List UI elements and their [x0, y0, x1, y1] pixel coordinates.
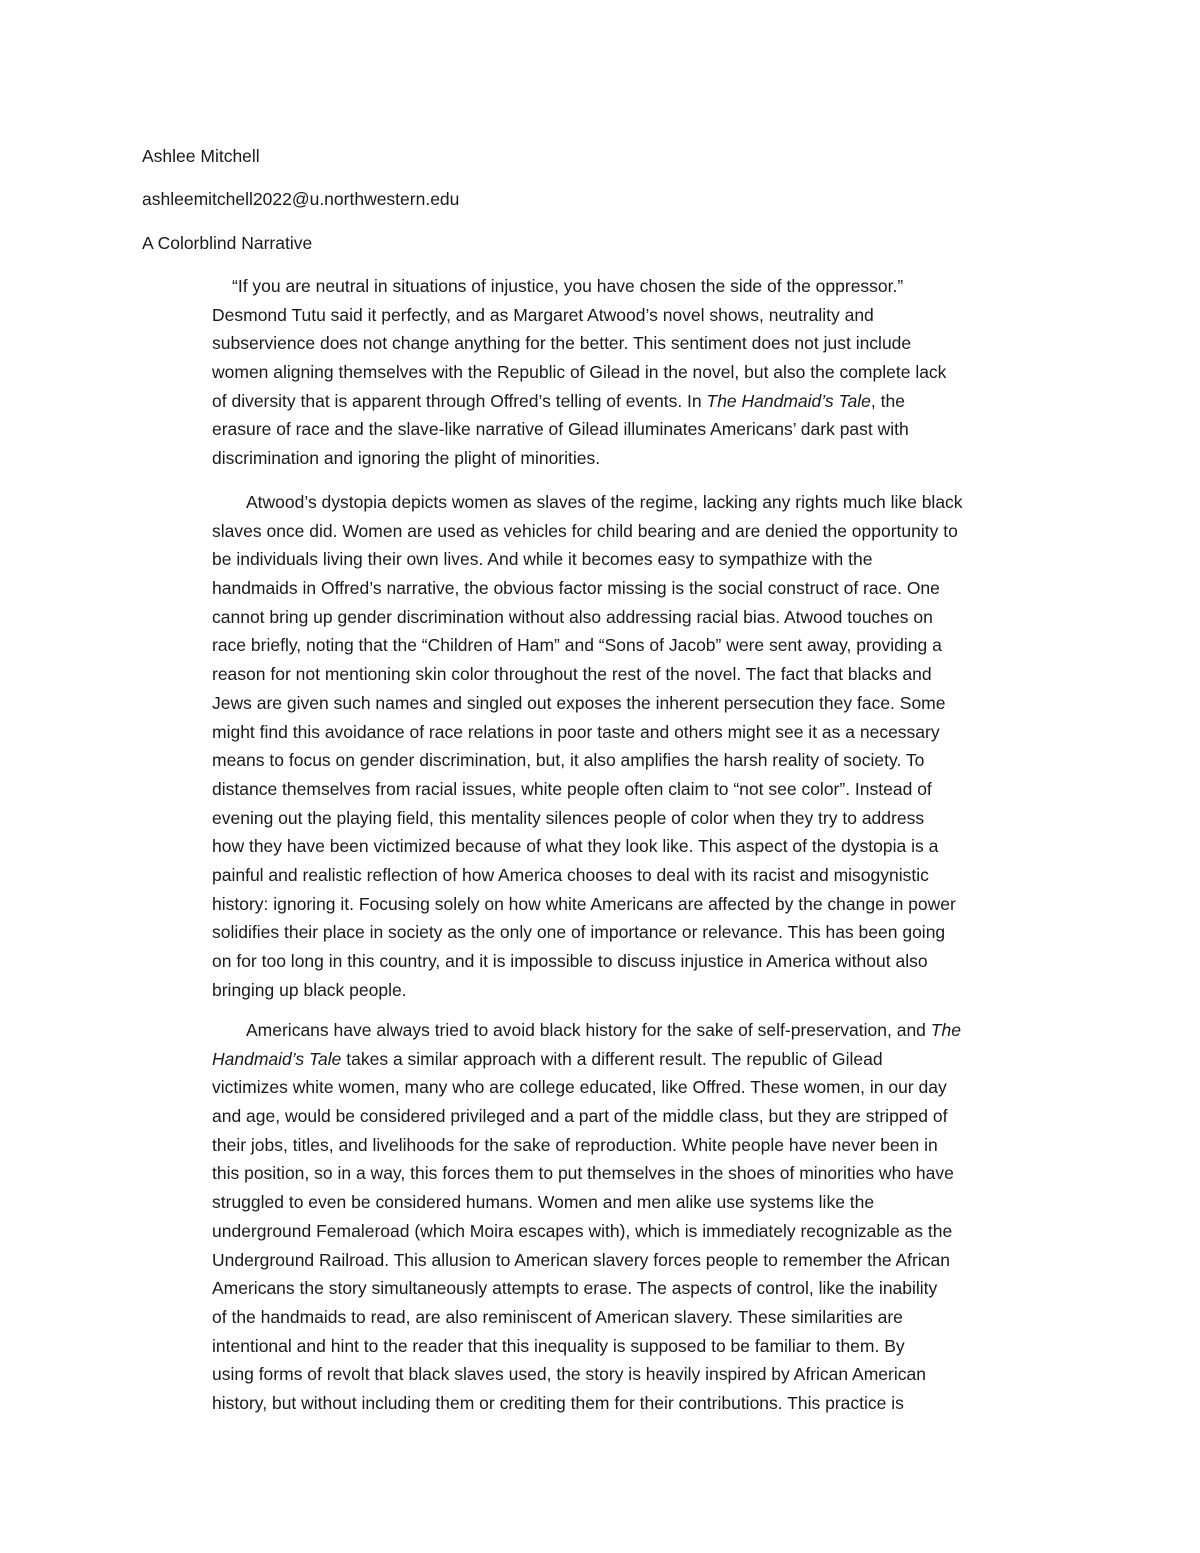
text-line: erasure of race and the slave-like narrative of Gilead illuminates Americans’ dark past with — [212, 419, 909, 440]
text-line: handmaids in Offred’s narrative, the obvious factor missing is the social construct of race. One — [212, 578, 940, 599]
text-line: victimizes white women, many who are college educated, like Offred. These women, in our day — [212, 1077, 947, 1098]
text-line: their jobs, titles, and livelihoods for the sake of reproduction. White people have never been in — [212, 1134, 938, 1155]
text-line: Underground Railroad. This allusion to American slavery forces people to remember the African — [212, 1249, 950, 1270]
text-line: struggled to even be considered humans. Women and men alike use systems like the — [212, 1192, 875, 1213]
text-line: on for too long in this country, and it is impossible to discuss injustice in America without also — [212, 951, 928, 971]
text-segment: Americans have always tried to avoid black history for the sake of self-preservation, and — [246, 1020, 931, 1040]
text-line: and age, would be considered privileged and a part of the middle class, but they are stripped of — [212, 1106, 948, 1127]
text-line: of the handmaids to read, are also reminiscent of American slavery. These similarities are — [212, 1306, 903, 1327]
text-segment: of diversity that is apparent through Offred’s telling of events. In — [212, 390, 707, 411]
text-line: evening out the playing field, this mentality silences people of color when they try to address — [212, 807, 925, 828]
text-line: using forms of revolt that black slaves used, the story is heavily inspired by African American — [212, 1364, 926, 1385]
book-title-italic: Handmaid’s Tale — [212, 1048, 342, 1069]
text-line: “If you are neutral in situations of injustice, you have chosen the side of the oppressor.” — [232, 276, 904, 296]
paragraph-3-first-line — [246, 1016, 961, 1045]
text-line: might find this avoidance of race relations in poor taste and others might see it as a necessary — [212, 721, 940, 742]
text-line: solidifies their place in society as the only one of importance or relevance. This has been going — [212, 922, 946, 943]
book-title-italic: The Handmaid’s Tale — [706, 390, 871, 411]
text-line: painful and realistic reflection of how America chooses to deal with its racist and misogynistic — [212, 864, 929, 885]
text-line: means to focus on gender discrimination, but, it also amplifies the harsh reality of society. To — [212, 750, 925, 771]
text-line: Americans the story simultaneously attempts to erase. The aspects of control, like the inability — [212, 1278, 938, 1299]
text-line: discrimination and ignoring the plight of minorities. — [212, 448, 601, 469]
text-line-with-italic — [246, 1016, 961, 1045]
text-line: how they have been victimized because of what they look like. This aspect of the dystopia is a — [212, 836, 939, 857]
paragraph-1-first-line — [232, 272, 903, 301]
text-line: subservience does not change anything for the better. This sentiment does not just include — [212, 333, 912, 354]
paragraph-2-first-line — [246, 488, 963, 517]
text-line: reason for not mentioning skin color throughout the rest of the novel. The fact that blacks and — [212, 664, 932, 685]
essay-title: A Colorblind Narrative — [142, 233, 313, 253]
text-line: Jews are given such names and singled out exposes the inherent persecution they face. Some — [212, 692, 946, 713]
paragraph-3 — [212, 1045, 954, 1418]
text-line: slaves once did. Women are used as vehicles for child bearing and are denied the opportunity to — [212, 520, 958, 541]
book-title-italic: The — [930, 1020, 961, 1040]
text-segment: takes a similar approach with a different result. The republic of Gilead — [341, 1048, 883, 1069]
text-line: Atwood’s dystopia depicts women as slaves of the regime, lacking any rights much like black — [246, 492, 963, 512]
text-line: bringing up black people. — [212, 979, 407, 1000]
paragraph-2 — [212, 517, 958, 1005]
text-line: be individuals living their own lives. And while it becomes easy to sympathize with the — [212, 549, 873, 570]
text-line: underground Femaleroad (which Moira escapes with), which is immediately recognizable as the — [212, 1220, 953, 1241]
text-line: women aligning themselves with the Republic of Gilead in the novel, but also the complete lack — [212, 362, 947, 383]
text-line-with-italic — [212, 1045, 954, 1074]
author-email: ashleemitchell2022@u.northwestern.edu — [142, 189, 460, 209]
text-line: race briefly, noting that the “Children of Ham” and “Sons of Jacob” were sent away, providing a — [212, 635, 942, 656]
text-line: history, but without including them or crediting them for their contributions. This practice is — [212, 1392, 904, 1413]
text-line: Desmond Tutu said it perfectly, and as Margaret Atwood’s novel shows, neutrality and — [212, 304, 874, 325]
text-segment: , the — [870, 390, 905, 411]
text-line: distance themselves from racial issues, white people often claim to “not see color”. Instead of — [212, 778, 932, 799]
text-line: this position, so in a way, this forces them to put themselves in the shoes of minorities who have — [212, 1163, 954, 1184]
text-line: intentional and hint to the reader that this inequality is supposed to be familiar to them. By — [212, 1335, 905, 1356]
paragraph-1 — [212, 301, 946, 473]
author-name: Ashlee Mitchell — [142, 146, 260, 166]
text-line-with-italic — [212, 387, 946, 416]
text-line: cannot bring up gender discrimination without also addressing racial bias. Atwood touches on — [212, 606, 933, 627]
text-line: history: ignoring it. Focusing solely on how white Americans are affected by the change in power — [212, 893, 956, 914]
